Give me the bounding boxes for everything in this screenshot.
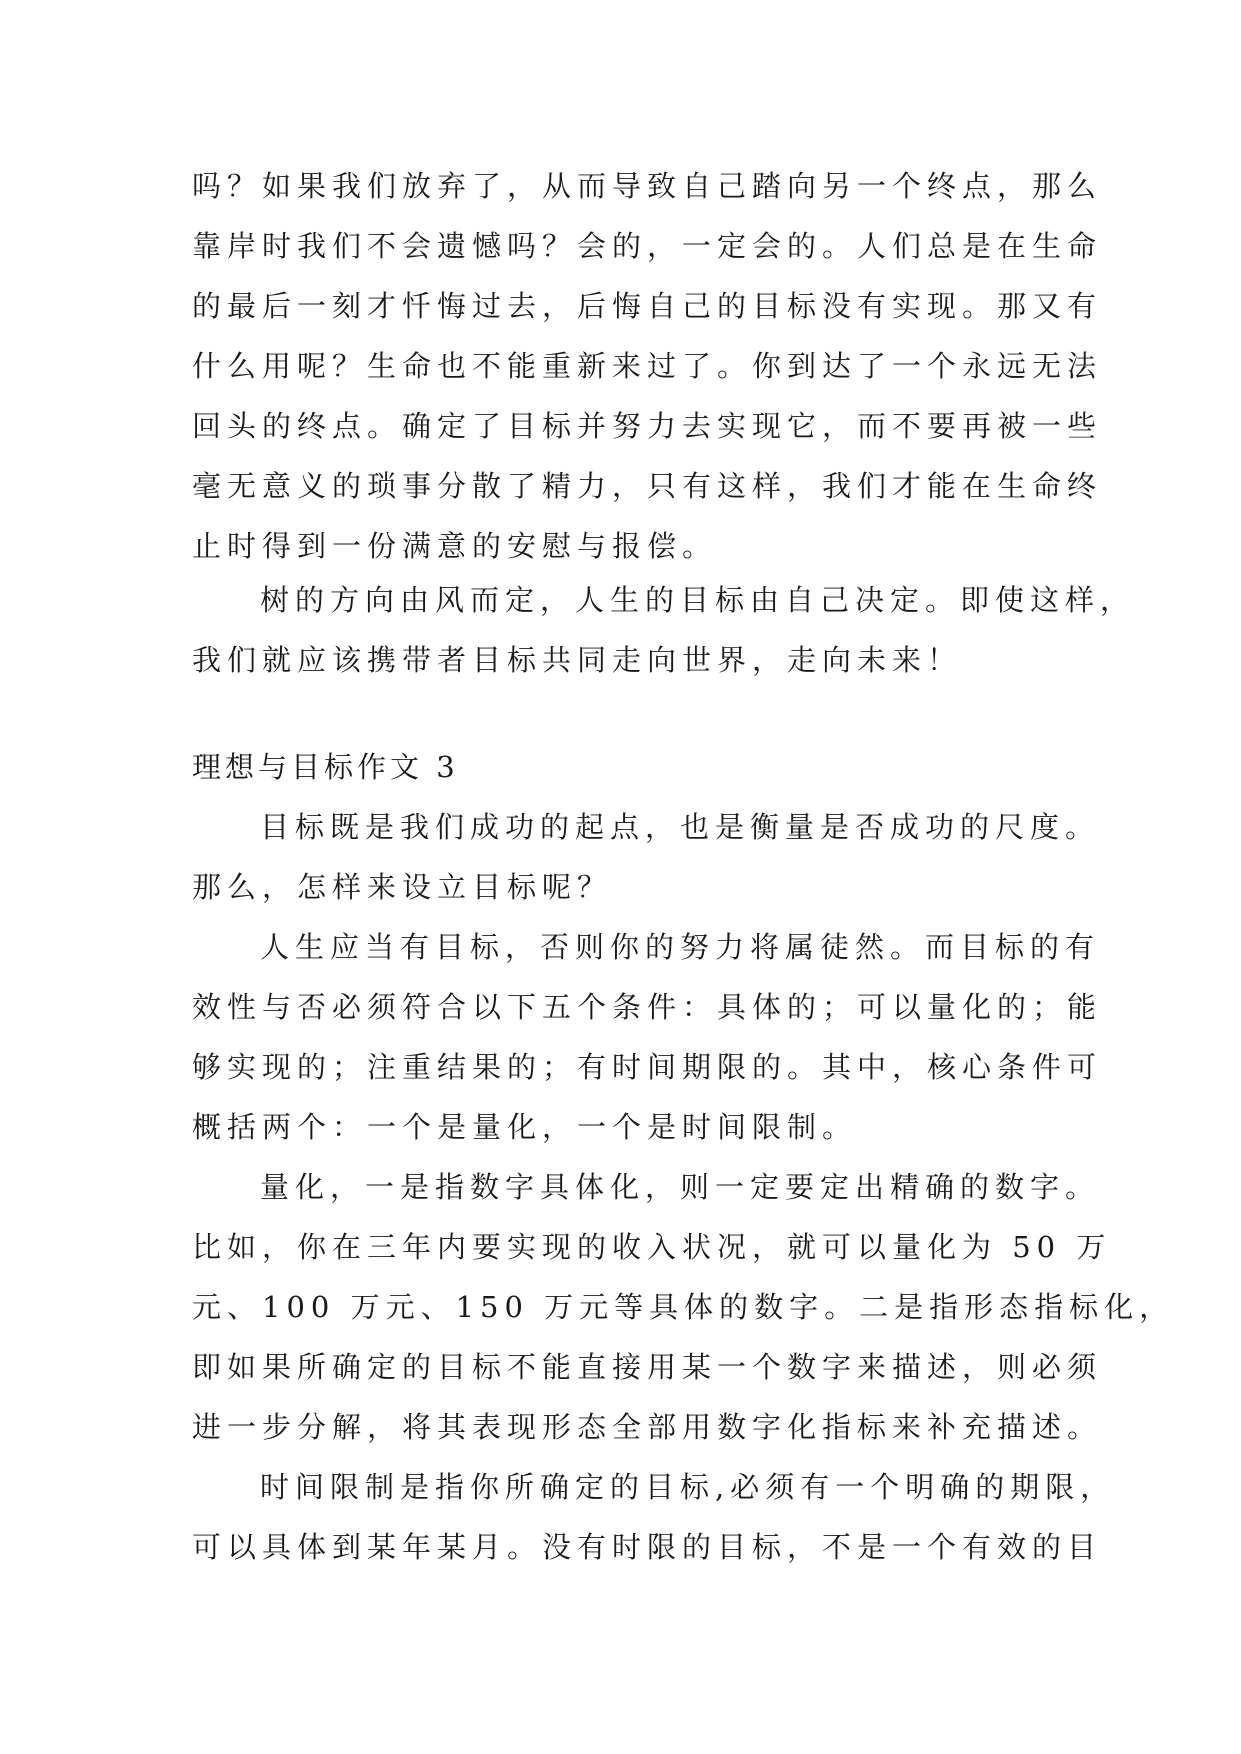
paragraph-continued	[192, 156, 1103, 576]
text-line: 比如，你在三年内要实现的收入状况，就可以量化为 50 万	[192, 1230, 1112, 1264]
text-line: 进一步分解，将其表现形态全部用数字化指标来补充描述。	[192, 1410, 1103, 1444]
text-line: 可以具体到某年某月。没有时限的目标，不是一个有效的目	[192, 1530, 1103, 1564]
text-line: 毫无意义的琐事分散了精力，只有这样，我们才能在生命终	[192, 469, 1103, 503]
text-line: 回头的终点。确定了目标并努力去实现它，而不要再被一些	[192, 409, 1103, 443]
text-line: 即如果所确定的目标不能直接用某一个数字来描述，则必须	[192, 1350, 1103, 1384]
text-line: 的最后一刻才忏悔过去，后悔自己的目标没有实现。那又有	[192, 289, 1103, 323]
paragraph-final	[192, 570, 1136, 690]
text-line: 吗？如果我们放弃了，从而导致自己踏向另一个终点，那么	[192, 169, 1103, 203]
section-two-body	[192, 797, 1175, 1577]
text-line: 够实现的；注重结果的；有时间期限的。其中，核心条件可	[192, 1050, 1103, 1084]
text-line: 效性与否必须符合以下五个条件：具体的；可以量化的；能	[192, 990, 1103, 1024]
text-line: 靠岸时我们不会遗憾吗？会的，一定会的。人们总是在生命	[192, 229, 1103, 263]
text-line: 量化，一是指数字具体化，则一定要定出精确的数字。	[260, 1170, 1101, 1204]
text-line: 时间限制是指你所确定的目标,必须有一个明确的期限，	[260, 1470, 1116, 1504]
text-line: 元、100 万元、150 万元等具体的数字。二是指形态指标化，	[192, 1290, 1175, 1324]
text-line: 止时得到一份满意的安慰与报偿。	[192, 529, 718, 563]
text-line: 什么用呢？生命也不能重新来过了。你到达了一个永远无法	[192, 349, 1103, 383]
text-line: 人生应当有目标，否则你的努力将属徒然。而目标的有	[260, 930, 1101, 964]
text-line: 目标既是我们成功的起点，也是衡量是否成功的尺度。	[260, 810, 1101, 844]
text-line: 概括两个：一个是量化，一个是时间限制。	[192, 1110, 858, 1144]
text-line: 那么，怎样来设立目标呢？	[192, 870, 613, 904]
text-line: 树的方向由风而定，人生的目标由自己决定。即使这样，	[260, 583, 1136, 617]
section-heading: 理想与目标作文 3	[192, 750, 459, 784]
text-line: 我们就应该携带者目标共同走向世界，走向未来！	[192, 643, 963, 677]
